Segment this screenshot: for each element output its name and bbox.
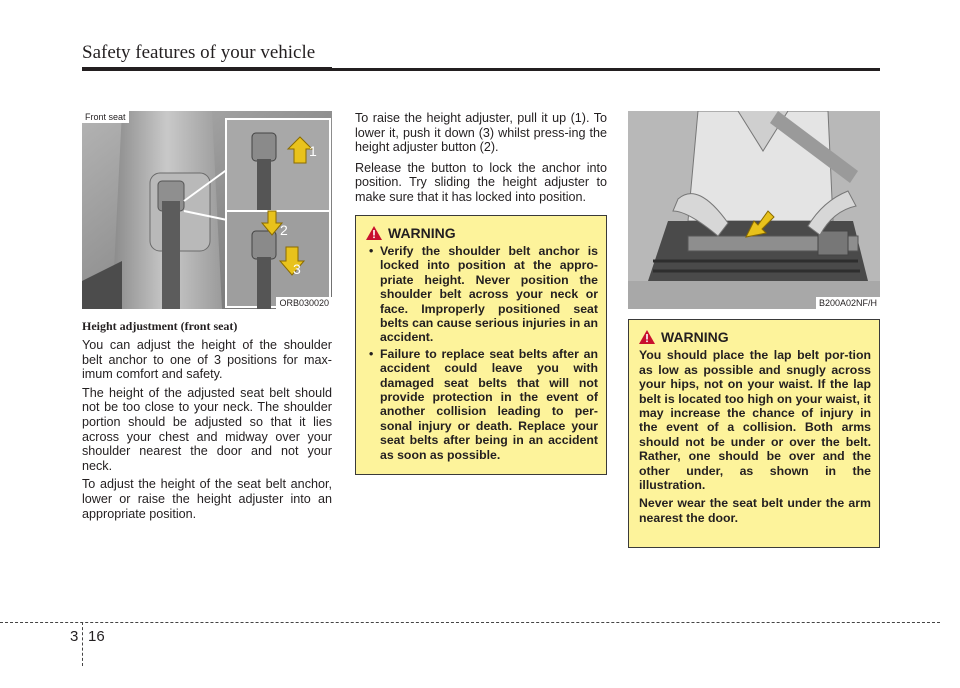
warning-title: WARNING	[388, 224, 456, 241]
lap-belt-illustration	[628, 111, 880, 309]
warning-box	[628, 319, 880, 548]
body-paragraph: To raise the height adjuster, pull it up (1). To lower it, push it down (3) whilst press-ing the height adjuster button (2).	[355, 111, 607, 155]
warning-triangle-icon	[366, 226, 382, 240]
section-subheading: Height adjustment (front seat)	[82, 319, 238, 333]
chapter-number: 3	[70, 628, 79, 645]
warning-list	[366, 244, 598, 462]
column-left	[82, 111, 332, 525]
warning-triangle-icon	[639, 330, 655, 344]
warning-item: • Verify the shoulder belt anchor is locked into position at the appro-priate height. Never position the shoulder belt across your neck or face. Improperly positioned seat belts can cause serious injuries in an accident.	[366, 244, 598, 345]
shoulder-belt-anchor-illustration	[82, 111, 332, 309]
warning-paragraph: Never wear the seat belt under the arm nearest the door.	[639, 496, 871, 525]
warning-heading	[366, 226, 598, 240]
warning-box	[355, 215, 607, 476]
body-paragraph: Release the button to lock the anchor into position. Try sliding the height adjuster to make sure that it has locked into position.	[355, 160, 607, 204]
shoulder-belt-anchor-figure	[82, 111, 332, 309]
body-paragraph: You can adjust the height of the shoulder belt anchor to one of 3 positions for max-imum comfort and safety.	[82, 338, 332, 382]
warning-heading	[639, 330, 871, 344]
warning-item: • Failure to replace seat belts after an accident could leave you with damaged seat belts that will not provide protection in the event of another collision leading to per-sonal injury or death. Replace your seat belts after being in an accident as soon as possible.	[366, 347, 598, 462]
header-rule-accent	[82, 67, 332, 71]
figure-code: B200A02NF/H	[816, 297, 880, 309]
footer-vertical-divider	[82, 622, 83, 666]
column-middle	[355, 111, 607, 475]
figure-label: Front seat	[82, 111, 129, 123]
body-paragraph: The height of the adjusted seat belt should not be too close to your neck. The shoulder portion should be adjusted so that it lies across your chest and midway over your shoulder nearest the door and not your neck.	[82, 385, 332, 473]
warning-title: WARNING	[661, 329, 729, 345]
warning-paragraph: You should place the lap belt por-tion as low as possible and snugly across your hips, not on your waist. If the lap belt is located too high on your waist, it may increase the chance of injury in the event of a collision. Both arms should not be under or over the belt. Rather, one should be over and the other under, as shown in the illustration.	[639, 348, 871, 493]
footer-divider	[0, 622, 940, 623]
lap-belt-figure	[628, 111, 880, 309]
callout-3: 3	[293, 261, 301, 277]
page-number: 16	[88, 628, 105, 645]
figure-code: ORB030020	[276, 297, 332, 309]
column-right	[628, 111, 880, 548]
page-header-title: Safety features of your vehicle	[82, 42, 316, 63]
body-paragraph: To adjust the height of the seat belt anchor, lower or raise the height adjuster into an appropriate position.	[82, 477, 332, 521]
callout-1: 1	[309, 143, 317, 159]
callout-2: 2	[280, 222, 288, 238]
